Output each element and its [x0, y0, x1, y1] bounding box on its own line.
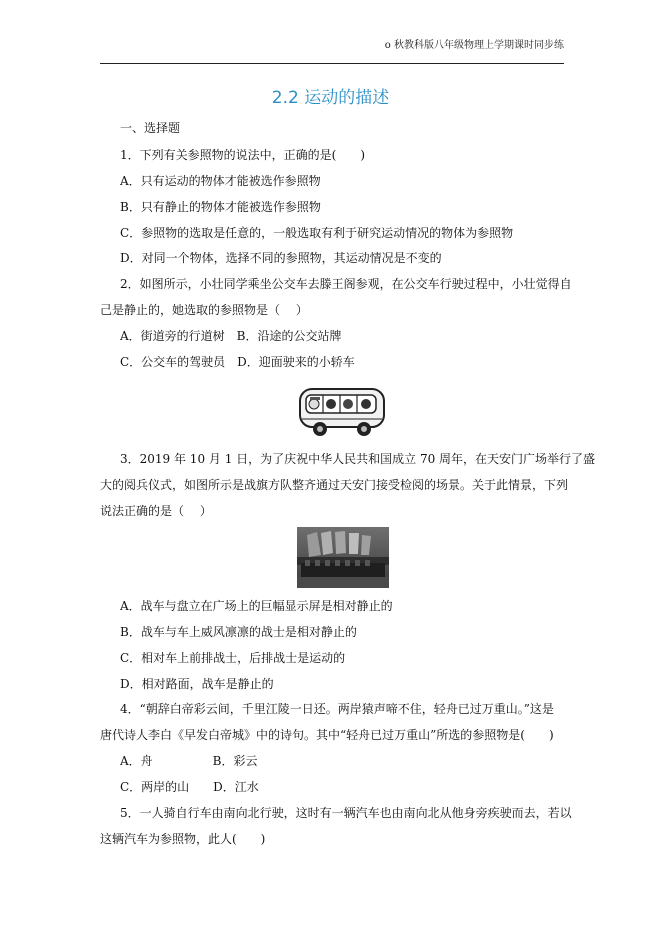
- q2-stem-line1: 2．如图所示，小壮同学乘坐公交车去滕王阁参观，在公交车行驶过程中，小壮觉得自: [120, 277, 572, 291]
- q4-stem-line1: 4．“朝辞白帝彩云间，千里江陵一日还。两岸猿声啼不住，轻舟已过万重山。”这是: [120, 702, 554, 716]
- header-rule: [100, 63, 564, 64]
- q1-option-d: D．对同一个物体，选择不同的参照物，其运动情况是不变的: [120, 251, 442, 265]
- q1-option-b: B．只有静止的物体才能被选作参照物: [120, 200, 321, 214]
- q2-options-cd: C．公交车的驾驶员 D．迎面驶来的小轿车: [120, 355, 355, 369]
- q1-option-c: C．参照物的选取是任意的，一般选取有利于研究运动情况的物体为参照物: [120, 226, 514, 240]
- q4-options-cd: C．两岸的山 D．江水: [120, 780, 259, 794]
- q3-stem-line3: 说法正确的是（ ）: [100, 504, 212, 518]
- q3-option-a: A．战车与盘立在广场上的巨幅显示屏是相对静止的: [120, 599, 393, 613]
- q1-option-a: A．只有运动的物体才能被选作参照物: [120, 174, 321, 188]
- q2-stem-line2: 己是静止的，她选取的参照物是（ ）: [100, 303, 308, 317]
- q4-stem-line2: 唐代诗人李白《早发白帝城》中的诗句。其中“轻舟已过万重山”所选的参照物是( ): [100, 728, 554, 742]
- q4-options-ab: A．舟 B．彩云: [120, 754, 258, 768]
- q1-stem: 1．下列有关参照物的说法中，正确的是( ): [120, 148, 365, 162]
- page-header: o 秋教科版八年级物理上学期课时同步练: [384, 40, 564, 51]
- q5-stem-line2: 这辆汽车为参照物，此人( ): [100, 832, 266, 846]
- parade-photo: [297, 527, 389, 588]
- q5-stem-line1: 5．一人骑自行车由南向北行驶，这时有一辆汽车也由南向北从他身旁疾驶而去，若以: [120, 806, 572, 820]
- q3-stem-line1: 3．2019 年 10 月 1 日，为了庆祝中华人民共和国成立 70 周年，在天安门广场举行了盛: [120, 452, 596, 466]
- bus-illustration: [296, 383, 388, 439]
- q2-options-ab: A．街道旁的行道树 B．沿途的公交站牌: [120, 329, 342, 343]
- q3-stem-line2: 大的阅兵仪式，如图所示是战旗方队整齐通过天安门接受检阅的场景。关于此情景，下列: [100, 478, 569, 492]
- q3-option-b: B．战车与车上威风凛凛的战士是相对静止的: [120, 625, 357, 639]
- page-title: 2.2 运动的描述: [271, 88, 390, 108]
- q3-option-c: C．相对车上前排战士，后排战士是运动的: [120, 651, 346, 665]
- q3-option-d: D．相对路面，战车是静止的: [120, 677, 274, 691]
- section-heading: 一、选择题: [120, 121, 181, 135]
